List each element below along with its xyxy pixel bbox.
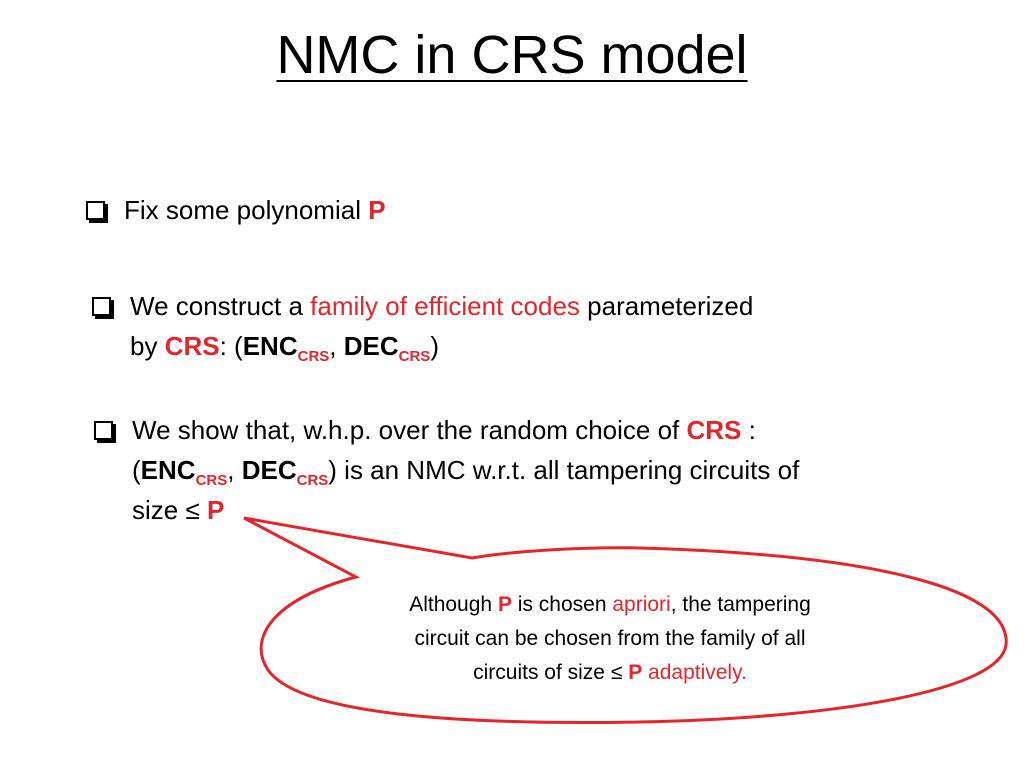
bullet-2-by: by [130, 331, 165, 361]
callout-line-1 [360, 588, 860, 622]
bullet-1-p: P [368, 195, 386, 225]
bullet-3-dec: DEC [241, 455, 297, 485]
callout-apriori: apriori [612, 593, 671, 616]
bullet-2-crs: CRS [164, 331, 220, 361]
bullet-3-comma: , [227, 455, 242, 485]
bullet-2-dec-sub: CRS [398, 348, 431, 365]
bullet-2-dec: DEC [343, 331, 399, 361]
callout-line-2: circuit can be chosen from the family of all [414, 627, 806, 650]
callout-p2: P [628, 661, 643, 684]
callout-t3: , the tampering [670, 593, 811, 616]
bullet-3-dec-sub: CRS [296, 472, 329, 489]
bullet-2-highlight: family of efficient codes [310, 291, 580, 321]
callout-p1: P [497, 593, 512, 616]
bullet-3-crs: CRS [686, 415, 742, 445]
callout-t1: Although [409, 593, 498, 616]
bullet-2-comma: , [329, 331, 344, 361]
bullet-3-p: P [206, 495, 225, 525]
bullet-3-pre: We show that, w.h.p. over the random choice of [132, 415, 687, 445]
bullet-2-enc: ENC [242, 331, 298, 361]
bullet-3-open: ( [132, 455, 141, 485]
callout-line-3 [360, 656, 860, 690]
callout-t2: is chosen [511, 593, 613, 616]
bullet-2-post: parameterized [579, 291, 754, 321]
bullet-2-enc-sub: CRS [297, 348, 330, 365]
callout-adaptively: adaptively. [642, 661, 747, 684]
callout-text [360, 588, 860, 690]
bullet-3-colon: : [741, 415, 756, 445]
bullet-2-pre: We construct a [130, 291, 311, 321]
bullet-3-enc: ENC [140, 455, 196, 485]
bullet-2-colon-open: : ( [219, 331, 243, 361]
bullet-2-close: ) [430, 331, 439, 361]
bullet-3-post: ) is an NMC w.r.t. all tampering circuits of [328, 455, 800, 485]
bullet-1-text: Fix some polynomial [124, 195, 369, 225]
slide-title: NMC in CRS model [276, 25, 748, 85]
bullet-3-size: size ≤ [132, 495, 207, 525]
bullet-3-enc-sub: CRS [195, 472, 228, 489]
callout-t4: circuits of size ≤ [473, 661, 629, 684]
